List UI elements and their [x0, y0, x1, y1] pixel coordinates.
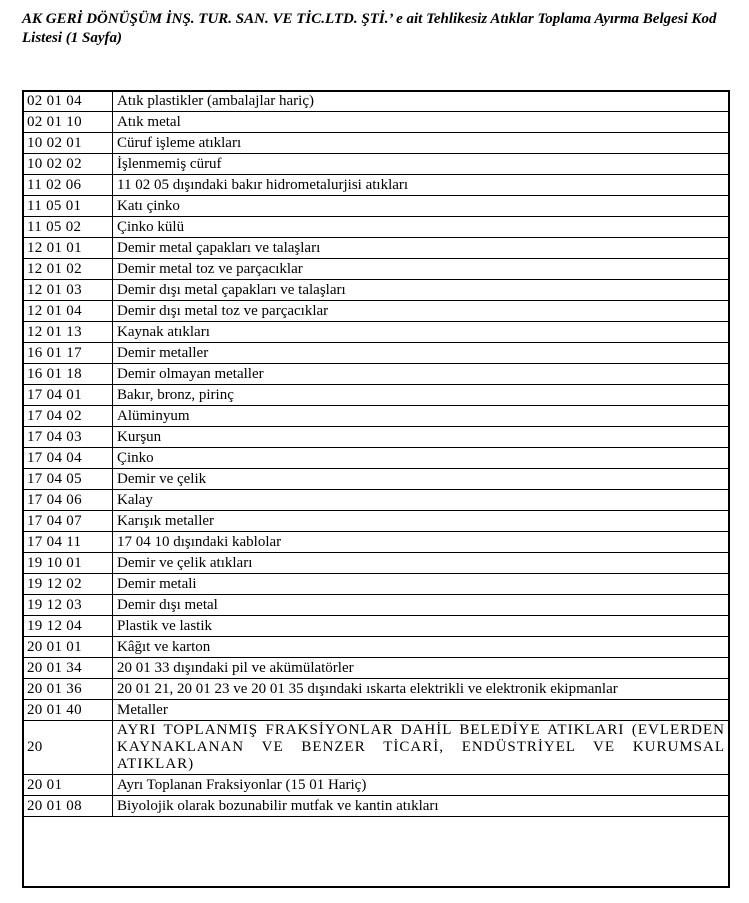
table-row [23, 658, 730, 679]
table-row [23, 511, 730, 532]
waste-code-cell: 12 01 04 [23, 301, 113, 322]
waste-code-cell: 11 05 02 [23, 217, 113, 238]
table-row [23, 322, 730, 343]
waste-description-cell: Demir ve çelik atıkları [113, 553, 730, 574]
waste-code-table [22, 90, 730, 817]
table-row [23, 259, 730, 280]
waste-description-cell: Demir ve çelik [113, 469, 730, 490]
table-row [23, 217, 730, 238]
table-row [23, 469, 730, 490]
waste-description-cell: Plastik ve lastik [113, 616, 730, 637]
waste-code-cell: 19 10 01 [23, 553, 113, 574]
waste-code-cell: 19 12 02 [23, 574, 113, 595]
waste-description-cell: AYRI TOPLANMIŞ FRAKSİYONLAR DAHİL BELEDİYE ATIKLARI (EVLERDEN KAYNAKLANAN VE BENZER TİCARİ, ENDÜSTRİYEL VE KURUMSAL ATIKLAR) [113, 721, 730, 775]
table-row [23, 616, 730, 637]
waste-description-cell: Kurşun [113, 427, 730, 448]
waste-code-cell: 20 01 [23, 775, 113, 796]
waste-code-cell: 11 02 06 [23, 175, 113, 196]
waste-description-cell: Kâğıt ve karton [113, 637, 730, 658]
waste-description-cell: Ayrı Toplanan Fraksiyonlar (15 01 Hariç) [113, 775, 730, 796]
waste-description-cell: Cüruf işleme atıkları [113, 133, 730, 154]
table-row [23, 301, 730, 322]
waste-description-cell: Karışık metaller [113, 511, 730, 532]
waste-code-cell: 16 01 18 [23, 364, 113, 385]
waste-description-cell: Demir olmayan metaller [113, 364, 730, 385]
waste-code-cell: 19 12 03 [23, 595, 113, 616]
waste-code-cell: 20 01 08 [23, 796, 113, 817]
table-row [23, 775, 730, 796]
waste-description-cell: 17 04 10 dışındaki kablolar [113, 532, 730, 553]
waste-code-cell: 19 12 04 [23, 616, 113, 637]
waste-description-cell: Çinko külü [113, 217, 730, 238]
waste-code-cell: 17 04 05 [23, 469, 113, 490]
waste-description-cell: Alüminyum [113, 406, 730, 427]
waste-code-cell: 12 01 02 [23, 259, 113, 280]
waste-code-cell: 20 01 40 [23, 700, 113, 721]
waste-code-cell: 17 04 06 [23, 490, 113, 511]
waste-code-cell: 17 04 03 [23, 427, 113, 448]
table-row [23, 154, 730, 175]
table-row [23, 796, 730, 817]
waste-description-cell: Katı çinko [113, 196, 730, 217]
waste-description-cell: Kalay [113, 490, 730, 511]
table-row [23, 595, 730, 616]
waste-code-cell: 20 01 34 [23, 658, 113, 679]
table-row [23, 385, 730, 406]
table-row [23, 175, 730, 196]
waste-description-cell: Demir dışı metal toz ve parçacıklar [113, 301, 730, 322]
waste-description-cell: İşlenmemiş cüruf [113, 154, 730, 175]
waste-code-cell: 12 01 01 [23, 238, 113, 259]
waste-description-cell: 20 01 33 dışındaki pil ve akümülatörler [113, 658, 730, 679]
waste-description-cell: Atık plastikler (ambalajlar hariç) [113, 91, 730, 112]
waste-description-cell: Biyolojik olarak bozunabilir mutfak ve kantin atıkları [113, 796, 730, 817]
waste-description-cell: Metaller [113, 700, 730, 721]
waste-code-cell: 10 02 01 [23, 133, 113, 154]
table-row [23, 112, 730, 133]
waste-description-cell: Atık metal [113, 112, 730, 133]
table-row [23, 679, 730, 700]
table-row [23, 343, 730, 364]
waste-code-cell: 20 01 01 [23, 637, 113, 658]
table-row [23, 448, 730, 469]
table-row [23, 532, 730, 553]
table-row [23, 238, 730, 259]
waste-code-cell: 12 01 13 [23, 322, 113, 343]
waste-description-cell: Demir dışı metal çapakları ve talaşları [113, 280, 730, 301]
table-row [23, 490, 730, 511]
waste-code-cell: 17 04 11 [23, 532, 113, 553]
waste-code-cell: 02 01 04 [23, 91, 113, 112]
waste-description-cell: Çinko [113, 448, 730, 469]
table-row [23, 196, 730, 217]
waste-code-cell: 10 02 02 [23, 154, 113, 175]
waste-code-cell: 17 04 07 [23, 511, 113, 532]
table-row [23, 91, 730, 112]
document-title: AK GERİ DÖNÜŞÜM İNŞ. TUR. SAN. VE TİC.LTD. ŞTİ.’ e ait Tehlikesiz Atıklar Toplama Ayırma Belgesi Kod Listesi (1 Sayfa) [22, 11, 717, 46]
waste-code-cell: 11 05 01 [23, 196, 113, 217]
table-row [23, 574, 730, 595]
waste-description-cell: 11 02 05 dışındaki bakır hidrometalurjisi atıkları [113, 175, 730, 196]
table-row [23, 427, 730, 448]
table-row [23, 280, 730, 301]
waste-code-cell: 20 [23, 721, 113, 775]
waste-code-cell: 02 01 10 [23, 112, 113, 133]
table-row [23, 637, 730, 658]
waste-description-cell: Bakır, bronz, pirinç [113, 385, 730, 406]
waste-code-table-body [23, 91, 730, 817]
waste-code-cell: 17 04 01 [23, 385, 113, 406]
waste-code-cell: 12 01 03 [23, 280, 113, 301]
waste-code-cell: 17 04 04 [23, 448, 113, 469]
waste-description-cell: Demir metali [113, 574, 730, 595]
waste-description-cell: Demir metaller [113, 343, 730, 364]
waste-description-cell: Demir dışı metal [113, 595, 730, 616]
table-row [23, 364, 730, 385]
waste-description-cell: Demir metal toz ve parçacıklar [113, 259, 730, 280]
waste-description-cell: Kaynak atıkları [113, 322, 730, 343]
waste-description-cell: Demir metal çapakları ve talaşları [113, 238, 730, 259]
table-row [23, 700, 730, 721]
table-row [23, 406, 730, 427]
waste-code-cell: 16 01 17 [23, 343, 113, 364]
table-row [23, 133, 730, 154]
waste-code-cell: 17 04 02 [23, 406, 113, 427]
waste-description-cell: 20 01 21, 20 01 23 ve 20 01 35 dışındaki ıskarta elektrikli ve elektronik ekipmanlar [113, 679, 730, 700]
waste-code-cell: 20 01 36 [23, 679, 113, 700]
table-row [23, 553, 730, 574]
table-row [23, 721, 730, 775]
